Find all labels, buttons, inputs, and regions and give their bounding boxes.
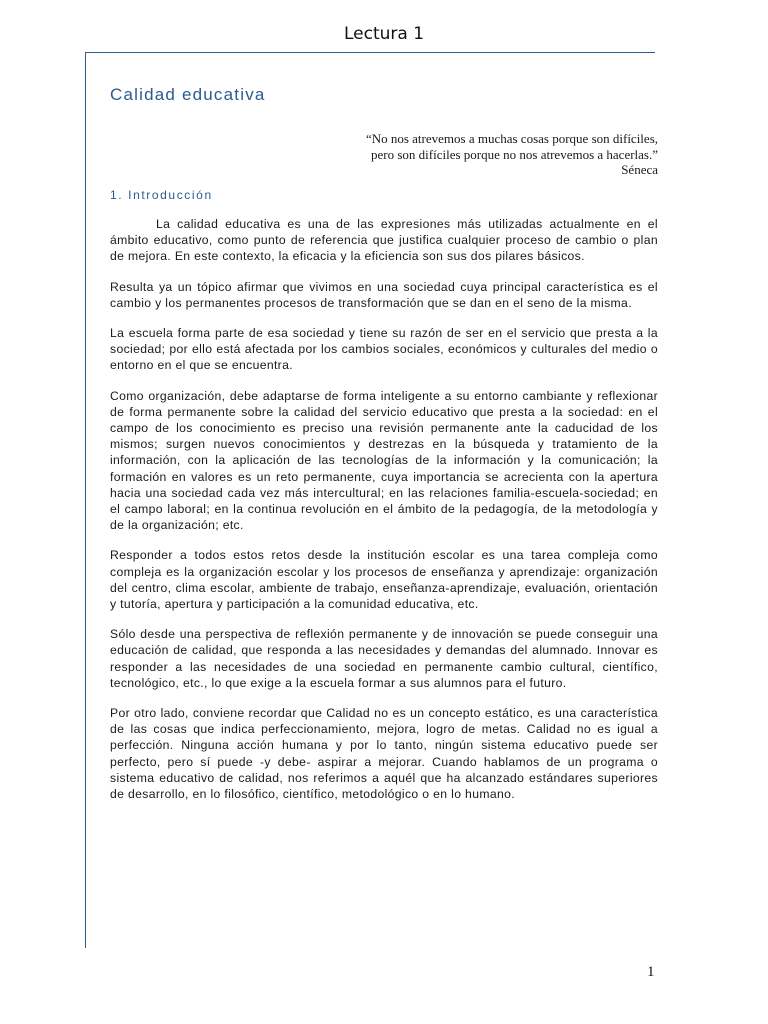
paragraph-1: La calidad educativa es una de las expresiones más utilizadas actualmente en el ámbito educativo, como punto de referencia que justifica cualquier proceso de cambio o plan de mejora. En este contexto, la eficacia y la eficiencia son sus dos pilares básicos.	[110, 217, 658, 264]
paragraph-6: Sólo desde una perspectiva de reflexión permanente y de innovación se puede conseguir una educación de calidad, que responda a las necesidades y demandas del alumnado. Innovar es responder a las necesidades de una sociedad en permanente cambio cultural, científico, tecnológico, etc., lo que exige a la escuela formar a sus alumnos para el futuro.	[110, 627, 658, 690]
epigraph-line-1: “No nos atrevemos a muchas cosas porque son difíciles,	[365, 131, 658, 146]
page-number: 1	[647, 964, 655, 980]
epigraph-line-2: pero son difíciles porque no nos atrevemos a hacerlas.”	[371, 146, 658, 162]
paragraph-7: Por otro lado, conviene recordar que Calidad no es un concepto estático, es una característica de las cosas que indica perfeccionamiento, mejora, logro de metas. Calidad no es igual a perfección. Ninguna acción humana y por lo tanto, ningún sistema educativo puede ser perfecto, pero sí puede -y debe- aspirar a mejorar. Cuando hablamos de un programa o sistema educativo de calidad, nos referimos a aquél que ha alcanzado estándares superiores de desarrollo, en lo filosófico, científico, metodológico o en lo humano.	[110, 706, 658, 802]
paragraph-5: Responder a todos estos retos desde la institución escolar es una tarea compleja como compleja es la organización escolar y los procesos de enseñanza y aprendizaje: organización del centro, clima escolar, ambiente de trabajo, enseñanza-aprendizaje, evaluación, orientación y tutoría, apertura y participación a la comunidad educativa, etc.	[110, 548, 658, 612]
margin-rule	[85, 52, 86, 948]
epigraph	[358, 131, 658, 178]
epigraph-author: Séneca	[621, 162, 658, 177]
body-text	[110, 216, 658, 816]
paragraph-2: Resulta ya un tópico afirmar que vivimos en una sociedad cuya principal característica es el cambio y los permanentes procesos de transformación que se dan en el seno de la misma.	[110, 279, 658, 310]
paragraph-4: Como organización, debe adaptarse de forma inteligente a su entorno cambiante y reflexionar de forma permanente sobre la calidad del servicio educativo que presta a la sociedad: en el campo de los conocimiento es preciso una revisión permanente ante la caducidad de los mismos; surgen nuevos conocimientos y destrezas en la búsqueda y tratamiento de la información, con la aplicación de las tecnologías de la información y la comunicación; la formación en valores es un reto permanente, cuya importancia se acrecienta con la apertura hacia una sociedad cada vez más intercultural; en las relaciones familia-escuela-sociedad; en el campo laboral; en la continua revolución en el ámbito de la pedagogía, de la metodología y de la organización; etc.	[110, 388, 658, 533]
header-title: Lectura 1	[343, 24, 425, 44]
subsection-title: 1. Introducción	[110, 188, 213, 202]
header-rule	[85, 52, 655, 53]
paragraph-3: La escuela forma parte de esa sociedad y tiene su razón de ser en el servicio que presta a la sociedad; por ello está afectada por los cambios sociales, económicos y culturales del medio o entorno en el que se encuentra.	[110, 326, 658, 373]
section-title: Calidad educativa	[110, 85, 266, 104]
